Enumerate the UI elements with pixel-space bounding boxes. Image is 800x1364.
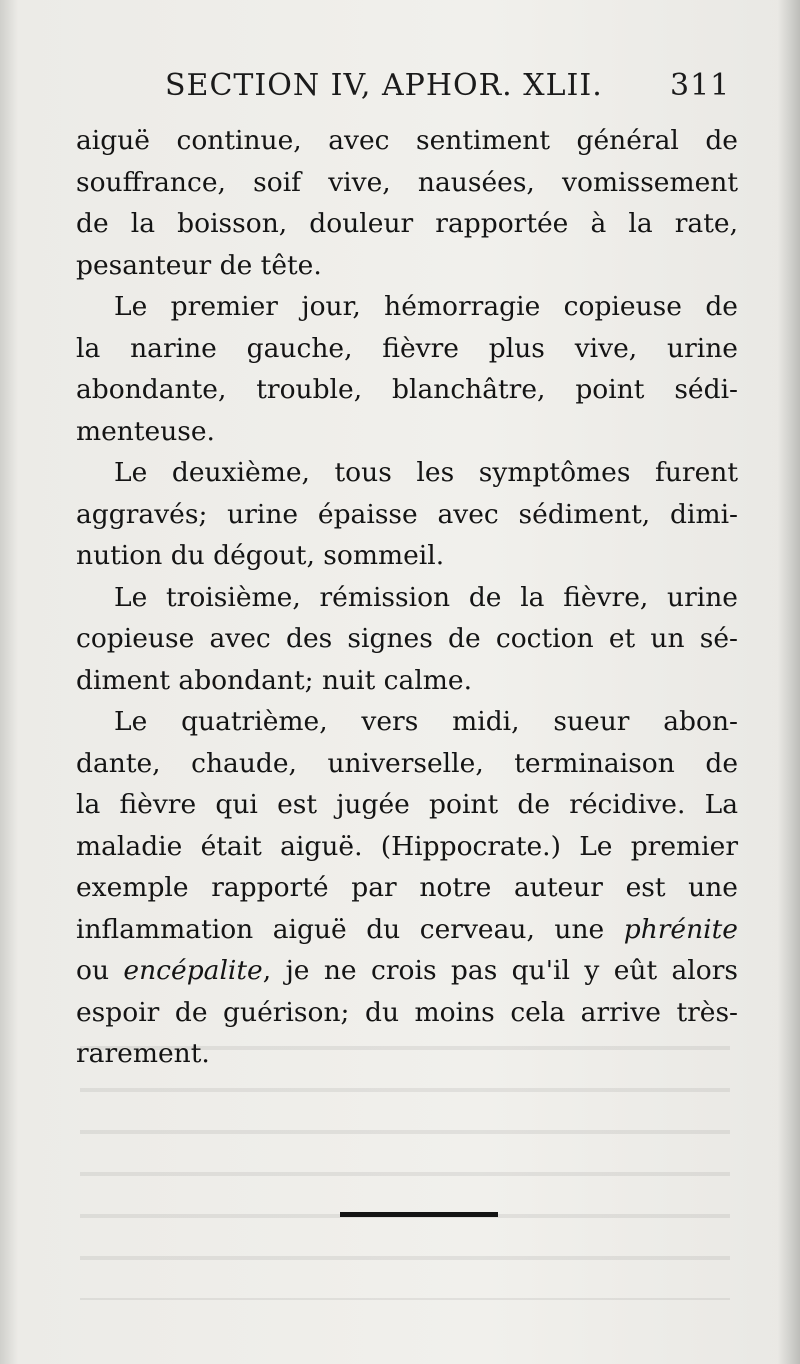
text-line: dante, chaude, universelle, terminaison de: [76, 747, 738, 779]
text-line: [76, 950, 738, 992]
text-line: pesanteur de tête.: [76, 249, 322, 281]
text-line: abondante, trouble, blanchâtre, point sédi-: [76, 374, 738, 405]
text-line: de la boisson, douleur rapportée à la rate,: [76, 208, 738, 239]
text-line: souffrance, soif vive, nausées, vomissement: [76, 166, 738, 198]
text-line: [76, 909, 738, 951]
page-edge-shadow: [778, 0, 800, 1364]
text-fragment: inflammation aiguë du cerveau, une: [76, 913, 624, 945]
running-header: [165, 68, 745, 103]
text-fragment: ou: [76, 955, 124, 986]
paragraph-first-line: Le premier jour, hémorragie copieuse de: [114, 291, 738, 322]
paragraph-first-line: Le deuxième, tous les symptômes furent: [114, 457, 738, 488]
text-line: aiguë continue, avec sentiment général de: [76, 125, 738, 156]
section-rule: [340, 1212, 498, 1217]
text-line: espoir de guérison; du moins cela arrive très-: [76, 996, 738, 1028]
show-through-text: [80, 1020, 730, 1300]
text-line: nution du dégout, sommeil.: [76, 540, 445, 571]
text-line: aggravés; urine épaisse avec sédiment, dimi-: [76, 498, 738, 530]
page-number: 311: [670, 68, 731, 103]
text-line: la fièvre qui est jugée point de récidive. La: [76, 789, 738, 820]
text-line: rarement.: [76, 1038, 210, 1069]
text-line: maladie était aiguë. (Hippocrate.) Le premier: [76, 830, 738, 862]
text-line: menteuse.: [76, 415, 215, 447]
text-line: copieuse avec des signes de coction et un sé-: [76, 623, 738, 654]
text-fragment: , je ne crois pas qu'il y eût alors: [262, 955, 738, 986]
paragraph-first-line: Le quatrième, vers midi, sueur abon-: [114, 706, 738, 737]
running-title: SECTION IV, APHOR. XLII.: [165, 68, 603, 103]
body-text: [76, 120, 738, 1075]
text-line: exemple rapporté par notre auteur est une: [76, 872, 738, 903]
italic-term: encépalite: [123, 955, 263, 986]
text-line: diment abondant; nuit calme.: [76, 664, 473, 696]
paragraph-first-line: Le troisième, rémission de la fièvre, urine: [114, 581, 738, 613]
text-line: la narine gauche, fièvre plus vive, urine: [76, 332, 738, 364]
italic-term: phrénite: [623, 913, 738, 945]
